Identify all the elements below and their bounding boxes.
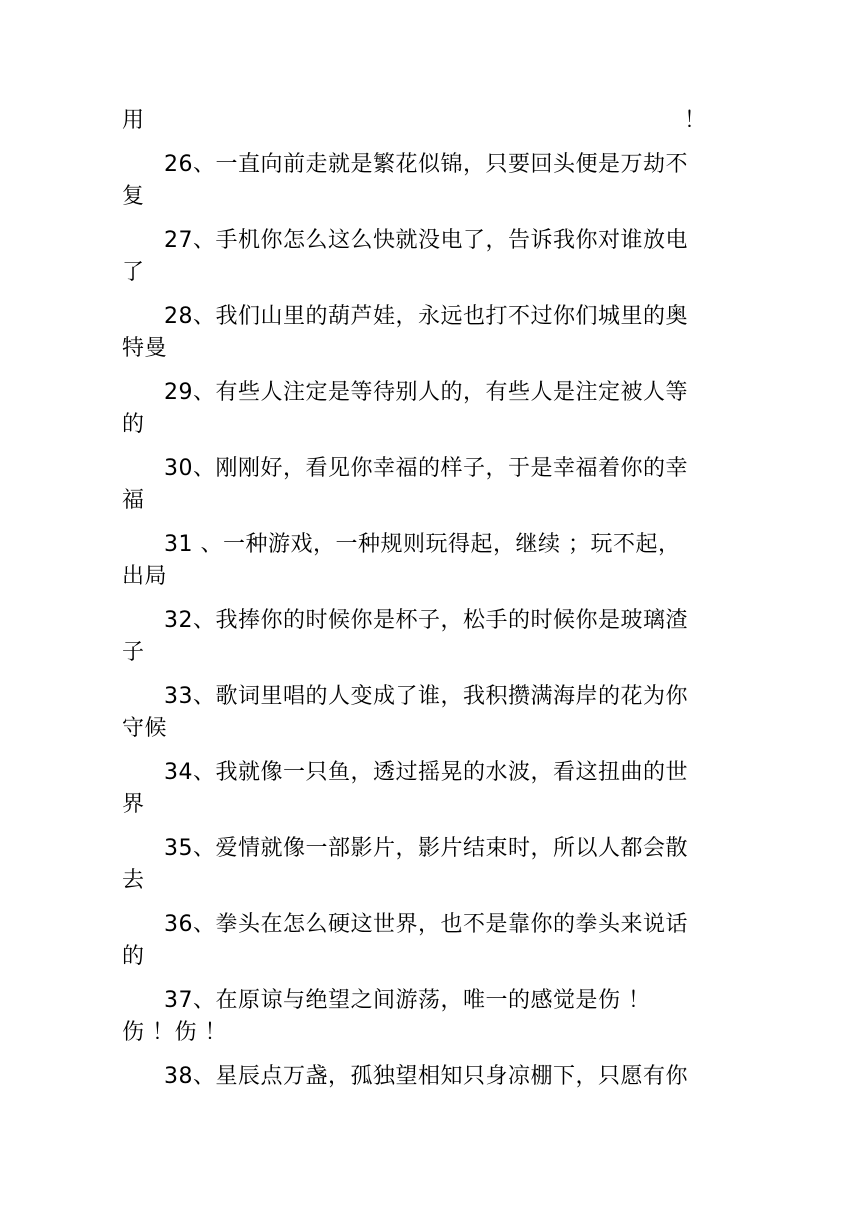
- entry-28-line-2: 特曼: [122, 336, 168, 361]
- entry-35-line-2: 去: [122, 868, 145, 893]
- entry-31-line-1: 31 、一种游戏，一种规则玩得起，继续 ；玩不起，: [164, 532, 681, 557]
- entry-30-line-1: 30、刚刚好，看见你幸福的样子，于是幸福着你的幸: [164, 456, 688, 481]
- entry-33-line-2: 守候: [122, 716, 168, 741]
- entry-34-line-2: 界: [122, 792, 145, 817]
- entry-37-line-2: 伤 ！伤 ！: [122, 1020, 227, 1045]
- entry-32-line-2: 子: [122, 640, 145, 665]
- entry-36-line-1: 36、拳头在怎么硬这世界，也不是靠你的拳头来说话: [164, 912, 688, 937]
- entry-29-line-2: 的: [122, 412, 145, 437]
- entry-35-line-1: 35、爱情就像一部影片，影片结束时，所以人都会散: [164, 836, 688, 861]
- entry-36-line-2: 的: [122, 944, 145, 969]
- entry-29-line-1: 29、有些人注定是等待别人的，有些人是注定被人等: [164, 380, 688, 405]
- entry-26-line-2: 复: [122, 184, 145, 209]
- entry-26-line-1: 26、一直向前走就是繁花似锦，只要回头便是万劫不: [164, 152, 688, 177]
- entry-38-line-1: 38、星辰点万盏，孤独望相知只身凉棚下，只愿有你: [164, 1064, 688, 1089]
- entry-32-line-1: 32、我捧你的时候你是杯子，松手的时候你是玻璃渣: [164, 608, 688, 633]
- entry-27-line-2: 了: [122, 260, 145, 285]
- entry-31-line-2: 出局: [122, 564, 168, 589]
- entry-27-line-1: 27、手机你怎么这么快就没电了，告诉我你对谁放电: [164, 228, 688, 253]
- entry-34-line-1: 34、我就像一只鱼，透过摇晃的水波，看这扭曲的世: [164, 760, 688, 785]
- top-fragment-text: 用: [122, 108, 145, 133]
- entry-33-line-1: 33、歌词里唱的人变成了谁，我积攒满海岸的花为你: [164, 684, 688, 709]
- entry-30-line-2: 福: [122, 488, 145, 513]
- entry-37-line-1: 37、在原谅与绝望之间游荡，唯一的感觉是伤 ！: [164, 988, 651, 1013]
- entry-28-line-1: 28、我们山里的葫芦娃，永远也打不过你们城里的奥: [164, 304, 688, 329]
- top-fragment-mark: ！: [684, 108, 707, 133]
